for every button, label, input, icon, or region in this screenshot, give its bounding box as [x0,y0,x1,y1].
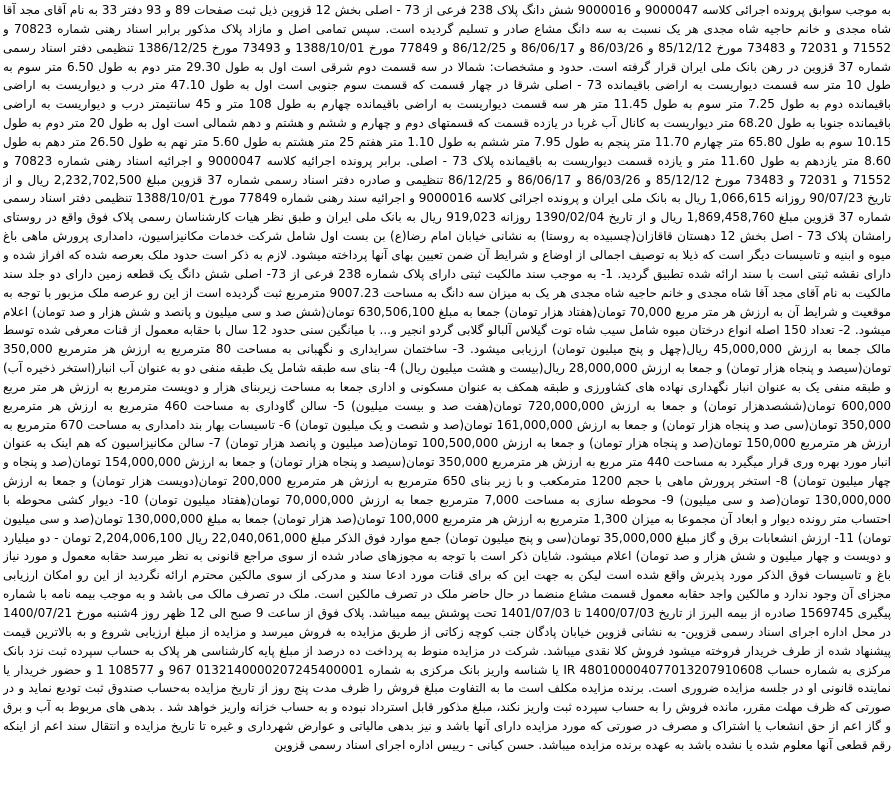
notice-body-text: به موجب سوابق پرونده اجرائی کلاسه 9000047 و 9000016 شش دانگ پلاک 238 فرعی از 73 - اصلی بخش 12 قزوین ذیل ثبت صفحات 89 و 93 دفتر 33 به نام آقای مجد آقا شاه مجدی و خانم حاجیه شاه مجدی هر یک نسبت به سه دانگ مشاع صادر و تسلیم گردیده است. سپس تمامی اصل و مازاد پلاک مذکور برابر اسناد رهنی شماره 70823 و 71552 و 72031 و 73483 مورخ 85/12/12 و 86/03/26 و 86/06/17 و 86/12/25 و 77849 مورخ 1388/10/01 و 73493 مورخ 1386/12/25 تنظیمی دفتر اسناد رسمی شماره 37 قزوین در رهن بانک ملی ایران قرار گرفته است. حدود و مشخصات: شمالا در سه قسمت دوم شرقی است اول به طول 29.30 متر دوم به طول 6.50 متر سوم به طول 10 متر سه قسمت دیواریست به اراضی باقیمانده 73 - اصلی شرقا در چهار قسمت که قسمت سوم جنوبی است اول به طول 47.10 متر درب و دیواریست به اراضی باقیمانده دوم به طول 7.25 متر سوم به طول 11.45 متر هر سه قسمت دیواریست به اراضی باقیمانده چهارم به طول 108 متر و 45 سانتیمتر درب و دیواریست به اراضی باقیمانده جنوبا به طول 68.20 متر دیواریست به کانال آب غربا در یازده قسمت که قسمتهای دوم و چهارم و ششم و هشتم و دهم شمالی است اول به طول 20 متر دوم به طول 10.15 سوم به طول 65.80 متر چهارم 11.70 متر پنجم به طول 7.95 متر ششم به طول 1.10 متر هفتم 25 متر هشتم به طول 5.60 متر نهم به طول 26.50 متر دهم به طول 8.60 متر یازدهم به طول 11.60 متر و یازده قسمت دیواریست به باقیمانده پلاک 73 - اصلی. برابر پرونده اجرائیه کلاسه 9000047 و اجرائیه اسناد رهنی شماره 70823 و 71552 و 72031 و 73483 مورخ 85/12/12 و 86/03/26 و 86/06/17 و 86/12/25 تنظیمی و صادره دفتر اسناد رسمی شماره 37 قزوین مبلغ 2,232,702,500 ریال و از تاریخ 90/07/23 روزانه 1,066,615 ریال به بانک ملی ایران و پرونده اجرائی کلاسه 9000016 و اجرائیه سند رهنی شماره 77849 مورخ 1388/10/01 تنظیمی دفتر اسناد رسمی شماره 37 قزوین مبلغ 1,869,458,760 ریال و از تاریخ 1390/02/04 روزانه 919,023 ریال به بانک ملی ایران و طبق نظر هیات کارشناسان رسمی پلاک فوق واقع در روستای رامشان پلاک 73 - اصل بخش 12 دهستان قاقازان(چسبیده به روستا) به نشانی خیابان امام رضا(ع) بن بست اول شامل شرکت خدمات مکانیزاسیون، دامداری پرورش ماهی باغ میوه و ابنیه و تاسیسات دیگر است که ذیلا به توصیف اجمالی از اوضاع و شرایط آن ضمن تعیین بهای آنها پرداخته میشود. لازم به ذکر است حدود ملک بعرصه شده که افراز شده و دارای نقشه ثبتی است با سند ارائه شده تطبیق گردید. 1- به موجب سند مالکیت ثبتی دارای پلاک شماره 238 فرعی از 73- اصلی شش دانگ یک قطعه زمین دارای دو جلد سند مالکیت به نام آقای مجد آقا شاه مجدی و خانم حاجیه شاه مجدی هر یک به میزان سه دانگ به مساحت 9007.23 مترمربع ثبت گردیده است از این رو عرصه ملک مزبور با توجه به موقعیت و شرایط آن به ارزش هر متر مربع 70,000 تومان(هفتاد هزار تومان) جمعا به مبلغ 630,506,100 تومان(شش صد و سی میلیون و پانصد و شش هزار و صد تومان) اعلام میشود. 2- تعداد 150 اصله انواع درختان میوه شامل سیب شاه توت گیلاس آلبالو گلابی گردو انجیر و... با میانگین سنی حدود 12 سال با حقابه معمول از قنات معرفی شده توسط مالک جمعا به ارزش 45,000,000 ریال(چهل و پنج میلیون تومان) ارزیابی میشود. 3- ساختمان سرایداری و نگهبانی به مساحت 80 مترمربع به ارزش هر مترمربع 350,000 تومان(سیصد و پنجاه هزار تومان) و جمعا به ارزش 28,000,000 ریال(بیست و هشت میلیون ریال) 4- بنای سه طبقه شامل یک طبقه منفی دو به عنوان آب انبار(استخر ذخیره آب) و طبقه منفی یک به عنوان انبار نگهداری نهاده های کشاورزی و طبقه همکف به عنوان مسکونی و اداری جمعا به مساحت زیربنای هزار و دویست مترمربع به ارزش هر متر مربع 600,000 تومان(ششصدهزار تومان) و جمعا به ارزش 720,000,000 تومان(هفت صد و بیست میلیون) 5- سالن گاوداری به مساحت 460 مترمربع به ارزش هر مترمربع 350,000 تومان(سی صد و پنجاه هزار تومان) و جمعا به ارزش 161,000,000 تومان(صد و شصت و یک میلیون تومان) 6- تاسیسات بهار بند دامداری به مساحت 670 مترمربع به ارزش هر مترمربع 150,000 تومان(صد و پنجاه هزار تومان) و جمعا به ارزش 100,500,000 تومان(صد میلیون و پانصد هزار تومان) 7- سالن مکانیزاسیون که هم اینک به عنوان انبار مورد بهره وری قرار میگیرد به مساحت 440 متر مربع به ارزش هر مترمربع 350,000 تومان(سیصد و پنجاه هزار تومان) و جمعا به ارزش 154,000,000 تومان(صد و پنجاه و چهار میلیون تومان) 8- استخر پرورش ماهی با حجم 1200 مترمکعب و با زیر بنای 650 مترمربع به ارزش هر مترمربع 200,000 تومان(دویست هزار تومان) و جمعا به ارزش 130,000,000 تومان(صد و سی میلیون) 9- محوطه سازی به مساحت 7,000 مترمربع جمعا به ارزش 70,000,000 تومان(هفتاد میلیون تومان) 10- دیوار کشی محوطه با احتساب متر رونده دیوار و ابعاد آن مجموعا به میزان 1,300 مترمربع به ارزش هر مترمربع 100,000 تومان(صد هزار تومان) جمعا به مبلغ 130,000,000 تومان(صد و سی میلیون تومان) 11- ارزش انشعابات برق و گاز مبلغ 35,000,000 تومان(سی و پنج میلیون تومان) جمع موارد فوق الذکر مبلغ 22,040,061,000 ریال 2,204,006,100 تومان - دو میلیارد و دویست و چهار میلیون و شش هزار و صد تومان) اعلام میشود. شایان ذکر است با توجه به مجوزهای صادر شده از سوی مراجع قانونی به نظر میرسد حقابه معمول و مورد نیاز باغ و تاسیسات فوق الذکر مورد پذیرش واقع شده است لیکن به جهت این که برای قنات مورد ادعا سند و مدرکی از سوی مالکین محترم ارائه نگردید از این رو امکان ارزیابی مجزای آن وجود ندارد و مالکین واجد حقابه معمول قسمت مشاع منضما در حال حاضر ملک در تصرف مالکین است. ملک در تصرف مالک می باشد و به موجب بیمه نامه با شماره پیگیری 1569745 صادره از بیمه البرز از تاریخ 1400/07/03 تا 1401/07/03 تحت پوشش بیمه میباشد. پلاک فوق از ساعت 9 صبح الی 12 ظهر روز 4شنبه مورخ 1400/07/21 در محل اداره اجرای اسناد رسمی قزوین- به نشانی قزوین خیابان پادگان جنب کوچه زکاتی از طریق مزایده به فروش میرسد و مزایده از مبلغ ارزیابی شروع و به بالاترین قیمت پیشنهاد شده از طرف خریدار فروخته میشود فروش کلا نقدی میباشد. شرکت در مزایده منوط به پرداخت ده درصد از مبلغ پایه کارشناسی هر پلاک به حساب سپرده ثبت نزد بانک مرکزی به شماره حساب IR 480100004077013207910608 یا شناسه واریز بانک مرکزی به شماره 0132140000207245400001 967 و 108577 1 و حضور خریدار یا نماینده قانونی او در جلسه مزایده ضروری است. برنده مزایده مکلف است ما به التفاوت مبلغ فروش را ظرف مدت پنج روز از تاریخ مزایده به‌حساب صندوق ثبت تودیع نماید و در صورتی که ظرف مهلت مقرر، مانده فروش را به حساب سپرده ثبت واریز نکند، مبلغ مذکور قابل استرداد نبوده و به حساب خزانه واریز خواهد شد . بدهی های مربوط به آب و برق و گاز اعم از حق انشعاب یا اشتراک و مصرف در صورتی که مورد مزایده دارای آنها باشد و نیز بدهی مالیاتی و عوارض شهرداری و غیره تا تاریخ مزایده و انتقال سند اعم از اینکه رقم قطعی آنها معلوم شده یا نشده باشد به عهده برنده مزایده میباشد. حسن کیانی - رییس اداره اجرای اسناد رسمی قزوین [3,3,891,752]
auction-notice-document [3,0,891,811]
